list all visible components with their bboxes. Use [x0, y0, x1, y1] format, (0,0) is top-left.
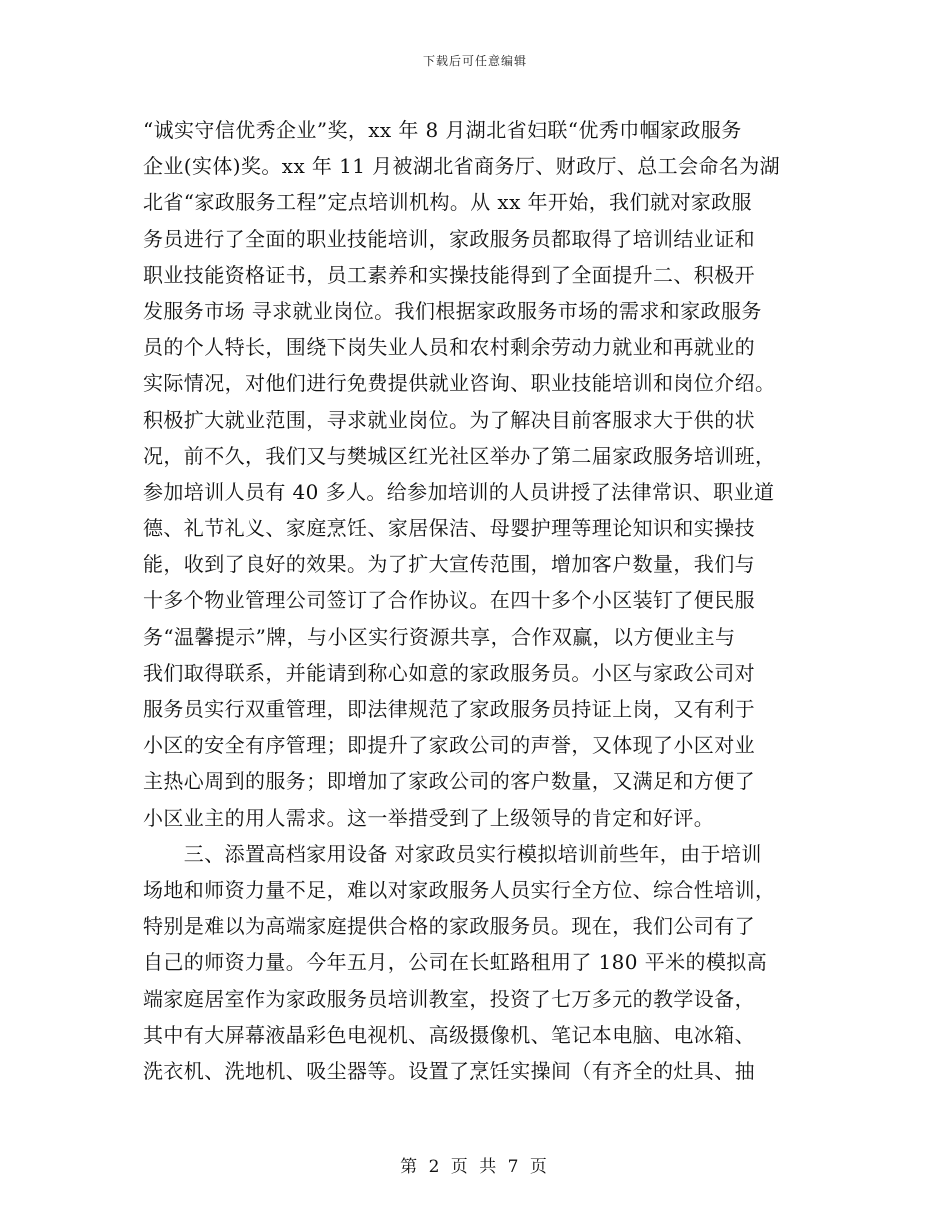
text-line: 特别是难以为高端家庭提供合格的家政服务员。现在，我们公司有了: [143, 914, 755, 939]
document-body: [143, 112, 811, 1089]
text-line: 场地和师资力量不足，难以对家政服务人员实行全方位、综合性培训，: [143, 877, 776, 902]
text-line: 十多个物业管理公司签订了合作协议。在四十多个小区装钉了便民服: [143, 588, 755, 613]
section-heading-line: 三、添置高档家用设备 对家政员实行模拟培训前些年，由于培训: [143, 841, 762, 866]
text-line: 参加培训人员有 40 多人。给参加培训的人员讲授了法律常识、职业道: [143, 479, 775, 504]
text-line: 况，前不久，我们又与樊城区红光社区举办了第二届家政服务培训班，: [143, 443, 776, 468]
text-line: 实际情况，对他们进行免费提供就业咨询、职业技能培训和岗位介绍。: [143, 371, 776, 396]
text-line: 服务员实行双重管理，即法律规范了家政服务员持证上岗，又有利于: [143, 697, 755, 721]
text-line: 小区业主的用人需求。这一举措受到了上级领导的肯定和好评。: [143, 805, 715, 830]
page-number-footer: 第 2 页 共 7 页: [400, 1157, 550, 1177]
text-line: 端家庭居室作为家政服务员培训教室，投资了七万多元的教学设备，: [143, 986, 755, 1011]
text-line: 能，收到了良好的效果。为了扩大宣传范围，增加客户数量，我们与: [143, 552, 755, 577]
text-line: 员的个人特长，围绕下岗失业人员和农村剩余劳动力就业和再就业的: [143, 335, 755, 360]
text-line: 职业技能资格证书，员工素养和实操技能得到了全面提升二、积极开: [143, 262, 755, 287]
text-line: 我们取得联系，并能请到称心如意的家政服务员。小区与家政公司对: [143, 660, 755, 685]
text-line: 洗衣机、洗地机、吸尘器等。设置了烹饪实操间（有齐全的灶具、抽: [143, 1058, 755, 1083]
text-line: 小区的安全有序管理；即提升了家政公司的声誉，又体现了小区对业: [143, 733, 755, 758]
text-line: 务“温馨提示”牌，与小区实行资源共享，合作双赢，以方便业主与: [143, 624, 736, 649]
text-line: “诚实守信优秀企业”奖，xx 年 8 月湖北省妇联“优秀巾帼家政服务: [143, 118, 742, 142]
text-line: 发服务市场 寻求就业岗位。我们根据家政服务市场的需求和家政服务: [143, 298, 762, 323]
text-line: 德、礼节礼义、家庭烹饪、家居保洁、母婴护理等理论知识和实操技: [143, 516, 755, 541]
text-line: 北省“家政服务工程”定点培训机构。从 xx 年开始，我们就对家政服: [143, 190, 752, 215]
text-line: 自己的师资力量。今年五月，公司在长虹路租用了 180 平米的模拟高: [143, 950, 768, 975]
page-header: 下载后可任意编辑: [422, 54, 527, 68]
text-line: 主热心周到的服务；即增加了家政公司的客户数量，又满足和方便了: [143, 769, 755, 794]
text-line: 其中有大屏幕液晶彩色电视机、高级摄像机、笔记本电脑、电冰箱、: [143, 1022, 755, 1047]
text-line: 企业(实体)奖。xx 年 11 月被湖北省商务厅、财政厅、总工会命名为湖: [143, 154, 781, 179]
text-line: 积极扩大就业范围，寻求就业岗位。为了解决目前客服求大于供的状: [143, 407, 755, 432]
text-line: 务员进行了全面的职业技能培训，家政服务员都取得了培训结业证和: [143, 226, 755, 251]
